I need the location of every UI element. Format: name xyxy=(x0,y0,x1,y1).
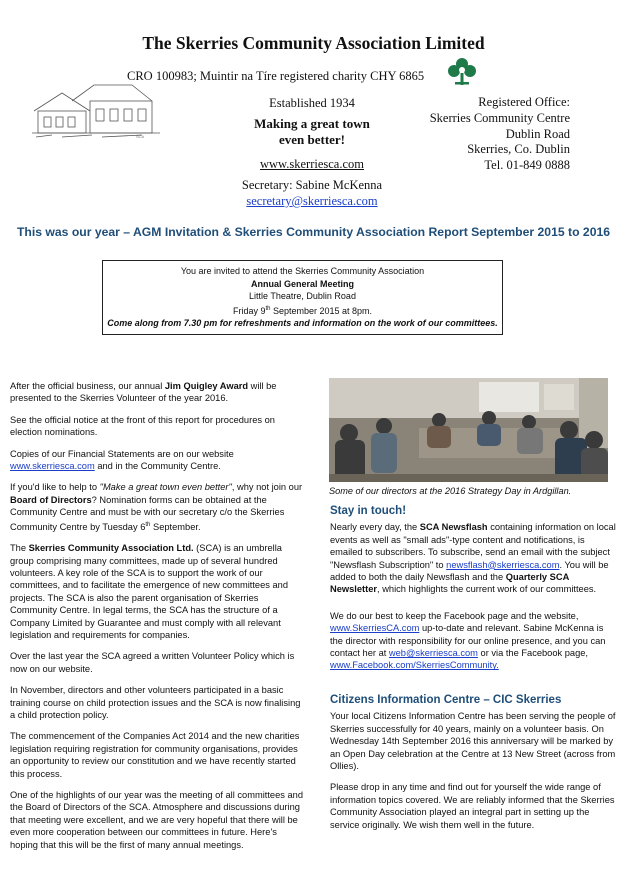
cic-heading: Citizens Information Centre – CIC Skerries xyxy=(330,693,562,706)
financial-paragraph xyxy=(10,448,306,473)
invite-line-1: You are invited to attend the Skerries Community Association xyxy=(180,266,425,276)
board-text-c: , why not join our xyxy=(231,482,303,493)
secretary-name: Secretary: Sabine McKenna xyxy=(241,178,383,192)
newsflash-text-a: Nearly every day, the xyxy=(330,522,420,533)
volunteer-policy-paragraph: Over the last year the SCA agreed a written Volunteer Policy which is now on our website. xyxy=(10,651,295,674)
established-year: Established 1934 xyxy=(269,96,355,110)
office-line-2: Dublin Road xyxy=(505,126,570,141)
newsflash-text-c: containing information on local events as well as "small ads"-type content and notifications, is emailed to subscribers. To subscribe, send an email with the subject "Newsflash Subscription" to xyxy=(330,522,616,570)
invite-date xyxy=(103,303,502,318)
newsflash-email-link[interactable]: newsflash@skerriesca.com xyxy=(446,559,560,570)
svg-text:SCA: SCA xyxy=(136,134,145,139)
invite-date-pre: Friday 9 xyxy=(232,305,266,316)
office-label: Registered Office: xyxy=(478,95,570,109)
highlights-paragraph: One of the highlights of our year was the meeting of all committees and the Board of Directors of the SCA. Atmosphere and discussions during that meeting were excellent, and we are very hopeful that there will be even more cooperation between our committees in future. Here's hoping that this will be the first of many annual meetings. xyxy=(10,790,304,850)
election-paragraph: See the official notice at the front of this report for procedures on election nominations. xyxy=(10,414,275,438)
cic-paragraph-1: Your local Citizens Information Centre has been serving the people of Skerries successfully for 40 years, mainly on a volunteer basis. On Wednesday 14th September 2016 this anniversary will be marked by an Open Day celebration at the Centre at 13 New Street (across from Ollies). xyxy=(330,711,616,771)
sca-text-c: (SCA) is an umbrella group comprising many committees, made up of several hundred volunteers. A key role of the SCA is to support the work of our committees, and to facilitate the emergence of new committees and projects. The SCA is also the parent organisation of Skerries Community Centre. In legal terms, the SCA has the structure of a Company Limited by Guarantee and must comply with all relevant legislation and requirements for companies. xyxy=(10,543,289,640)
newsflash-paragraph xyxy=(330,521,616,595)
online-text-c: or via the Facebook page, xyxy=(477,648,589,659)
newsflash-name: SCA Newsflash xyxy=(419,522,488,533)
secretary-email-link[interactable]: secretary@skerriesca.com xyxy=(246,194,378,208)
award-paragraph xyxy=(10,380,306,405)
award-text-c: will be presented to the Skerries Volunteer of the year 2016. xyxy=(10,381,277,404)
board-text-e: ? Nomination forms can be obtained at the Community Centre and must be with our secretary c/o the Skerries Community Centre by Tuesday 6 xyxy=(10,494,285,532)
invite-meeting-title: Annual General Meeting xyxy=(250,278,355,289)
child-protection-paragraph: In November, directors and other volunteers participated in a basic training course on child protection issues and the SCA is now finalising a child protection policy. xyxy=(10,685,301,721)
web-email-link[interactable]: web@skerriesca.com xyxy=(388,648,478,659)
office-phone: Tel. 01-849 0888 xyxy=(484,158,570,173)
stay-in-touch-heading: Stay in touch! xyxy=(330,505,407,517)
photo-caption: Some of our directors at the 2016 Strategy Day in Ardgillan. xyxy=(329,486,572,496)
invite-venue: Little Theatre, Dublin Road xyxy=(249,291,356,301)
online-text-b: up-to-date and relevant. Sabine McKenna is the director with responsibility for our online presence, and you can contact her at xyxy=(330,623,606,659)
board-paragraph xyxy=(10,481,306,533)
right-column xyxy=(330,505,616,840)
office-line-1: Skerries Community Centre xyxy=(429,110,570,125)
board-sup: th xyxy=(145,521,151,528)
award-name: Jim Quigley Award xyxy=(164,381,249,391)
agm-invitation-box xyxy=(102,260,503,335)
left-column xyxy=(10,380,306,860)
organisation-title: The Skerries Community Association Limited xyxy=(142,33,485,53)
skerriesca-website-link[interactable]: www.SkerriesCA.com xyxy=(330,623,420,634)
board-text-a: If you'd like to help to xyxy=(10,482,100,493)
tagline-line-2: even better! xyxy=(278,132,346,147)
website-link[interactable]: www.skerriesca.com xyxy=(259,157,364,171)
invite-date-post: September 2015 at 8pm. xyxy=(270,305,373,316)
board-text-f: September. xyxy=(150,521,201,532)
financial-text-a: Copies of our Financial Statements are on our website xyxy=(10,448,234,459)
newsflash-text-d: . You will be added to both the daily Newsflash and the xyxy=(330,559,609,583)
report-heading: This was our year – AGM Invitation & Skerries Community Association Report September 2015 to 2016 xyxy=(16,225,611,239)
invite-refreshments: Come along from 7.30 pm for refreshments and information on the work of our committees. xyxy=(107,318,498,328)
quarterly-newsletter: Quarterly SCA Newsletter xyxy=(330,572,569,595)
registered-office xyxy=(400,95,570,174)
online-text-a: We do our best to keep the Facebook page and the website, xyxy=(330,610,579,621)
cic-paragraph-2: Please drop in any time and find out for yourself the wide range of information topics covered. We are reliably informed that the Skerries Community Association played an integral part in setting up the service originally. We wish them well in the future. xyxy=(330,782,615,830)
financial-text-b: and in the Community Centre. xyxy=(94,461,221,472)
sca-name: Skerries Community Association Ltd. xyxy=(28,543,194,554)
sca-paragraph xyxy=(10,542,306,641)
office-line-3: Skerries, Co. Dublin xyxy=(467,142,570,157)
newsflash-text-f: , which highlights the current work of our committees. xyxy=(377,584,597,595)
strategy-day-photo xyxy=(329,378,608,482)
sca-text-a: The xyxy=(10,543,29,554)
companies-act-paragraph: The commencement of the Companies Act 2014 and the new charities legislation requiring registration for community organisations, provides an opportunity to review our constitution and we have recently started this process. xyxy=(10,731,300,779)
shamrock-emblem-icon xyxy=(445,55,479,87)
award-text-a: After the official business, our annual xyxy=(10,381,165,391)
tagline-line-1: Making a great town xyxy=(254,116,370,131)
financial-website-link[interactable]: www.skerriesca.com xyxy=(10,461,95,472)
board-of-directors: Board of Directors xyxy=(10,494,92,505)
facebook-link[interactable]: www.Facebook.com/SkerriesCommunity. xyxy=(330,660,499,671)
charity-registration: CRO 100983; Muintir na Tíre registered charity CHY 6865 xyxy=(127,69,425,83)
online-paragraph xyxy=(330,610,616,672)
board-slogan: "Make a great town even better" xyxy=(99,482,232,493)
invite-date-sup: th xyxy=(265,305,271,312)
